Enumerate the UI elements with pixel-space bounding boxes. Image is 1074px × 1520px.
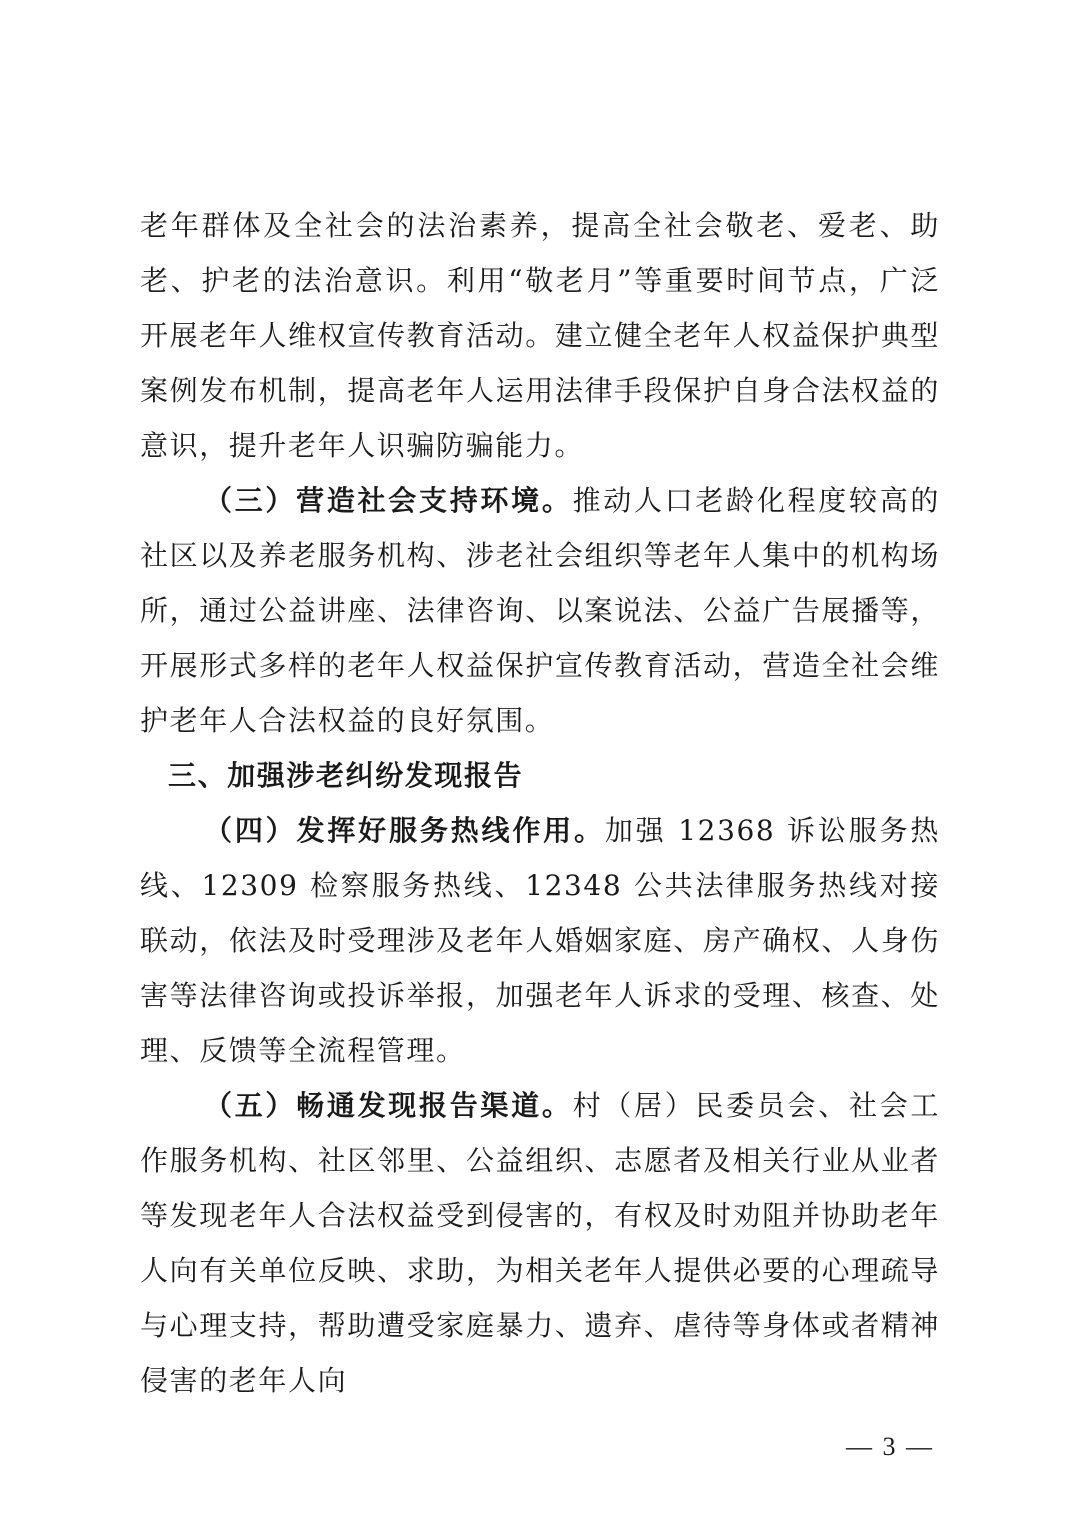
paragraph-text: 村（居）民委员会、社会工作服务机构、社区邻里、公益组织、志愿者及相关行业从业者等发现老年人合法权益受到侵害的，有权及时劝阻并协助老年人向有关单位反映、求助，为相关老年人提供必要的心理疏导与心理支持，帮助遭受家庭暴力、遗弃、虐待等身体或者精神侵害的老年人向 — [140, 1089, 941, 1397]
paragraph-lead: （三）营造社会支持环境。 — [204, 484, 573, 517]
page-number: — 3 — — [846, 1432, 934, 1461]
paragraph-social-support — [140, 473, 940, 748]
paragraph-hotline — [140, 803, 940, 1078]
paragraph-report-channels — [140, 1078, 940, 1408]
paragraph-lead: （五）畅通发现报告渠道。 — [204, 1089, 573, 1122]
paragraph-text: 推动人口老龄化程度较高的社区以及养老服务机构、涉老社会组织等老年人集中的机构场所，通过公益讲座、法律咨询、以案说法、公益广告展播等，开展形式多样的老年人权益保护宣传教育活动，营造全社会维护老年人合法权益的良好氛围。 — [140, 484, 941, 737]
document-body — [140, 198, 940, 1408]
paragraph-text: 加强 12368 诉讼服务热线、12309 检察服务热线、12348 公共法律服务热线对接联动，依法及时受理涉及老年人婚姻家庭、房产确权、人身伤害等法律咨询或投诉举报，加强老年人诉求的受理、核查、处理、反馈等全流程管理。 — [140, 814, 940, 1067]
paragraph-lead: （四）发挥好服务热线作用。 — [204, 814, 605, 847]
paragraph-text: 老年群体及全社会的法治素养，提高全社会敬老、爱老、助老、护老的法治意识。利用“敬老月”等重要时间节点，广泛开展老年人维权宣传教育活动。建立健全老年人权益保护典型案例发布机制，提高老年人运用法律手段保护自身合法权益的意识，提升老年人识骗防骗能力。 — [140, 209, 940, 462]
paragraph-continuation — [140, 198, 940, 473]
section-heading: 三、加强涉老纠纷发现报告 — [168, 759, 524, 792]
